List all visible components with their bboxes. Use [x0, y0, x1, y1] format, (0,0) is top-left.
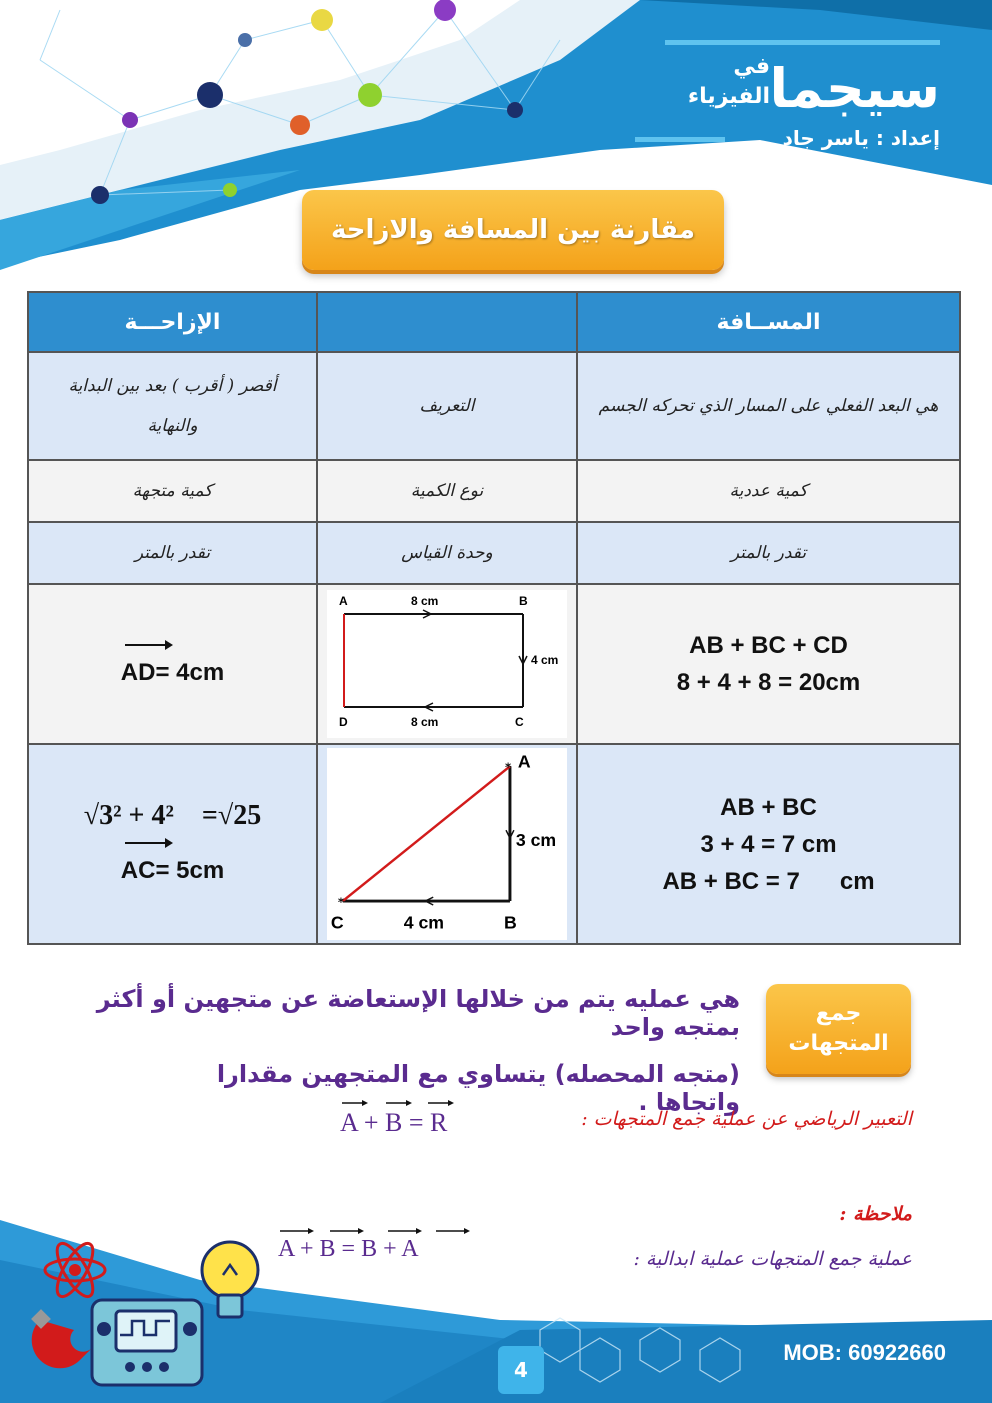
badge-line2: المتجهات [788, 1031, 889, 1056]
vector-arrow-icon [123, 638, 173, 652]
comparison-table [27, 291, 961, 945]
fig1-label-bottom: 8 cm [411, 715, 439, 729]
table-row-type [28, 460, 960, 522]
displacement-ad [121, 638, 224, 691]
cell-unit-label: وحدة القياس [317, 522, 577, 584]
title-banner [302, 190, 724, 270]
fig2-label-a: A [517, 751, 531, 772]
rectangle-path-figure [327, 590, 567, 738]
author-credit: إعداد : ياسر جاد [782, 126, 940, 150]
cell-definition-label: التعريف [317, 352, 577, 460]
table-row-example-triangle [28, 744, 960, 944]
math-expression-label: التعبير الرياضي عن عملية جمع المتجهات : [581, 1108, 912, 1130]
distance2-line2: 3 + 4 = 7 cm [700, 830, 837, 858]
root-left: √3² + 4² [83, 799, 174, 831]
distance2-line3: AB + BC = 7 cm [662, 867, 875, 895]
brand-physics-text: الفيزياء [687, 84, 770, 109]
cell-figure-triangle [317, 744, 577, 944]
resultant-formula-text: A + B = R [340, 1108, 448, 1137]
definition-line1: هي عمليه يتم من خلالها الإستعاضة عن متجهين أو أكثر بمتجه واحد [96, 985, 740, 1041]
device-icon [92, 1300, 202, 1385]
table-row-definition [28, 352, 960, 460]
header-displacement: الإزاحـــة [28, 292, 317, 352]
resultant-formula [340, 1098, 460, 1138]
cell-displacement-example1 [28, 584, 317, 744]
table-header-row [28, 292, 960, 352]
brand-line-bottom [635, 137, 725, 142]
cell-figure-rectangle [317, 584, 577, 744]
brand-fi-text: في [733, 54, 770, 79]
cell-displacement-example2 [28, 744, 317, 944]
header-distance: المســافة [577, 292, 960, 352]
vector-arrow-icon [123, 836, 173, 850]
badge-line1: جمع [815, 1001, 862, 1026]
commutative-formula [278, 1226, 478, 1263]
fig1-label-side: 4 cm [531, 653, 559, 667]
brand-main-text: سيجما [769, 57, 940, 120]
science-clipart [20, 1225, 260, 1395]
distance2-line1: AB + BC [720, 793, 817, 821]
fig1-label-c: C [515, 715, 524, 729]
cell-displacement-unit: تقدر بالمتر [28, 522, 317, 584]
distance-calc-line1: AB + BC + CD [689, 632, 848, 659]
table-row-example-rectangle [28, 584, 960, 744]
page-title: مقارنة بين المسافة والازاحة [331, 215, 695, 245]
displacement-ad-text: AD= 4cm [120, 658, 225, 686]
atom-icon [45, 1239, 105, 1302]
definition-line2: (متجه المحصله) يتساوي مع المتجهين مقدارا واتجاها . [216, 1060, 740, 1116]
displacement-ac [121, 836, 224, 889]
note-text: عملية جمع المتجهات عملية ابدالية : [633, 1248, 912, 1270]
magnet-icon [31, 1309, 92, 1368]
fig2-star-a: * [505, 760, 512, 775]
cell-distance-example2 [577, 744, 960, 944]
fig2-label-side: 3 cm [515, 829, 557, 850]
fig2-label-bottom: 4 cm [403, 912, 445, 933]
page-number: 4 [498, 1346, 544, 1394]
cell-displacement-definition: أقصر ( أقرب ) بعد بين البداية والنهاية [28, 352, 317, 460]
fig2-star-c: * [337, 894, 344, 909]
mobile-number: MOB: 60922660 [783, 1340, 946, 1365]
formula-arrows-icon [278, 1226, 478, 1236]
cell-type-label: نوع الكمية [317, 460, 577, 522]
table-row-unit [28, 522, 960, 584]
fig1-label-a: A [339, 594, 348, 608]
cell-distance-definition: هي البعد الفعلي على المسار الذي تحركه الجسم [577, 352, 960, 460]
cell-distance-unit: تقدر بالمتر [577, 522, 960, 584]
root-expression [29, 800, 316, 832]
distance-calc-line2: 8 + 4 + 8 = 20cm [676, 669, 861, 696]
fig2-label-c: C [330, 912, 344, 933]
cell-distance-example1 [577, 584, 960, 744]
brand-logo [650, 40, 940, 160]
fig2-label-b: B [504, 912, 517, 933]
fig1-label-b: B [519, 594, 528, 608]
formula-arrows-icon [340, 1098, 460, 1108]
note-label: ملاحظة : [839, 1203, 912, 1225]
displacement-ac-text: AC= 5cm [120, 856, 225, 884]
header-empty [317, 292, 577, 352]
commutative-formula-text: A + B = B + A [278, 1236, 419, 1262]
cell-displacement-type: كمية متجهة [28, 460, 317, 522]
brand-line-top [665, 40, 940, 45]
triangle-path-figure [327, 748, 567, 940]
root-right: =√25 [201, 799, 262, 831]
cell-distance-type: كمية عددية [577, 460, 960, 522]
fig1-label-top: 8 cm [411, 594, 439, 608]
fig1-label-d: D [339, 715, 348, 729]
vector-sum-badge [766, 984, 911, 1074]
lightbulb-icon [202, 1242, 258, 1317]
